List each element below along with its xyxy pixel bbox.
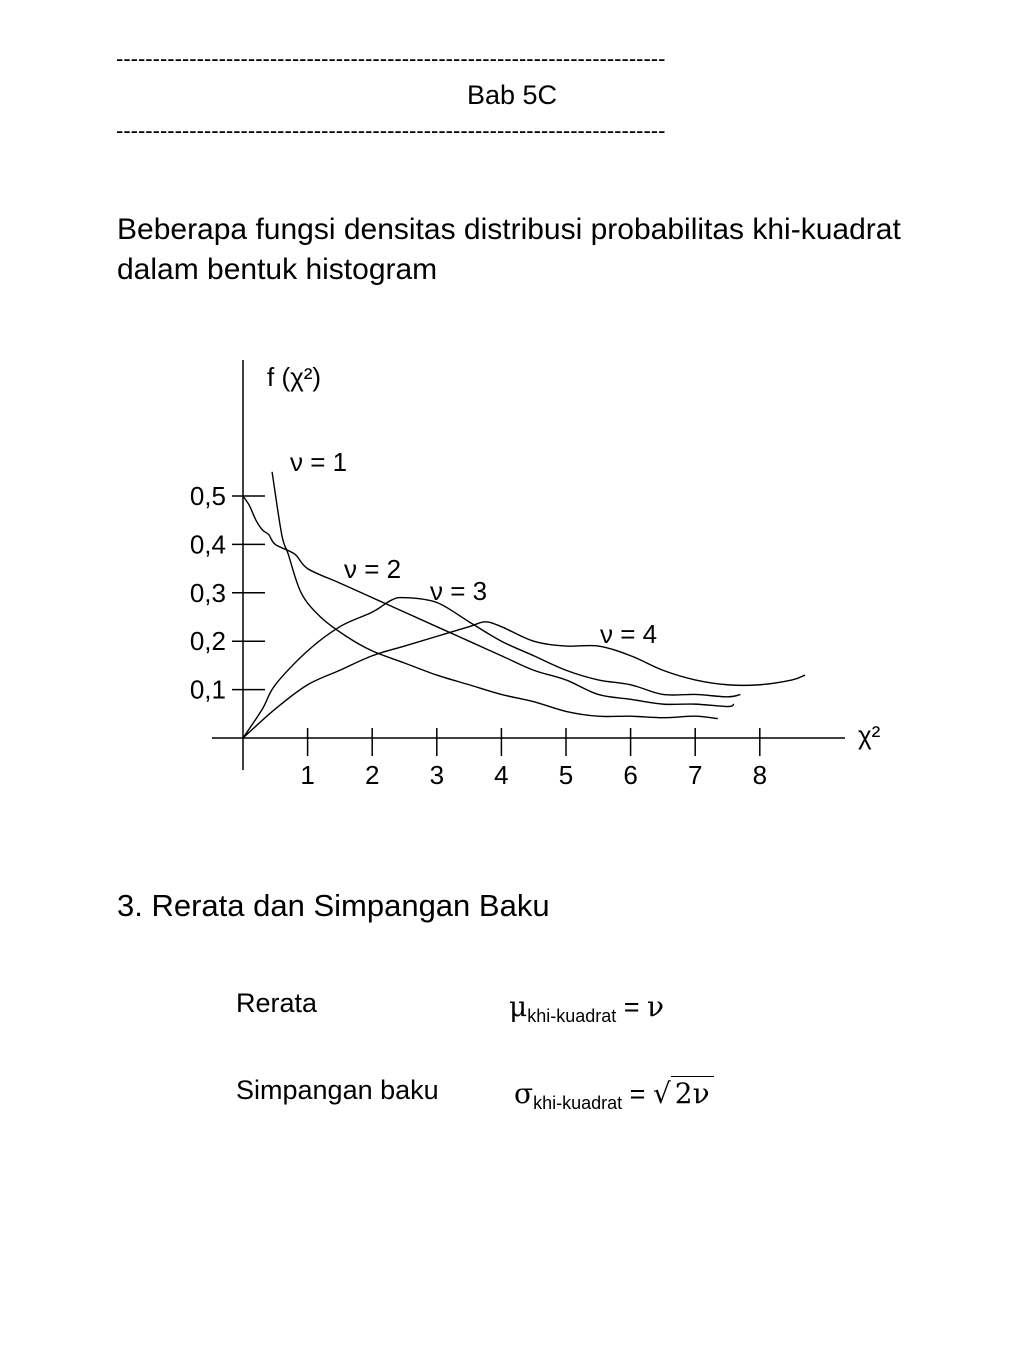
- x-tick-label: 1: [300, 760, 315, 790]
- x-tick-label: 2: [364, 760, 380, 790]
- y-tick-label: 0,3: [189, 577, 226, 608]
- section-title: 3. Rerata dan Simpangan Baku: [117, 888, 550, 923]
- mu-symbol: μ: [509, 990, 528, 1023]
- rerata-subscript: khi-kuadrat: [527, 1006, 617, 1026]
- chart-axes: [212, 360, 845, 770]
- y-tick-label: 0,1: [189, 674, 226, 705]
- x-tick-label: 8: [752, 760, 768, 790]
- radical-icon: √: [652, 1077, 671, 1110]
- chi-square-chart: [0, 340, 1024, 800]
- x-tick-label: 3: [429, 760, 445, 790]
- series-line-2: [243, 496, 734, 707]
- header-rule-bottom: ---------------------------------------------------------------------------: [116, 118, 666, 143]
- x-axis-title: χ²: [858, 720, 881, 750]
- rerata-equals: =: [616, 992, 648, 1022]
- simpangan-value: 2ν: [671, 1076, 714, 1110]
- rerata-label: Rerata: [236, 988, 318, 1018]
- header-rule-top: ---------------------------------------------------------------------------: [116, 46, 666, 71]
- simpangan-label: Simpangan baku: [236, 1075, 439, 1105]
- chart-labels: [190, 362, 881, 790]
- x-tick-label: 4: [494, 760, 509, 790]
- chart-curves: [243, 472, 805, 738]
- series-label-1: ν = 1: [290, 447, 348, 477]
- simpangan-equals: =: [622, 1079, 653, 1109]
- y-tick-label: 0,5: [189, 481, 226, 511]
- x-tick-label: 5: [558, 760, 574, 790]
- series-line-3: [243, 598, 740, 738]
- series-label-2: ν = 2: [344, 554, 402, 584]
- series-line-4: [243, 622, 805, 738]
- rerata-value: ν: [647, 990, 665, 1023]
- y-tick-label: 0,2: [189, 626, 226, 657]
- y-tick-label: 0,4: [189, 529, 226, 560]
- page-title: Bab 5C: [466, 80, 558, 110]
- rerata-formula: [509, 990, 665, 1026]
- series-line-1: [272, 472, 718, 719]
- sigma-symbol: σ: [514, 1077, 534, 1110]
- intro-text: Beberapa fungsi densitas distribusi probabilitas khi-kuadrat dalam bentuk histogram: [117, 213, 901, 286]
- simpangan-subscript: khi-kuadrat: [533, 1093, 623, 1113]
- simpangan-formula: [514, 1077, 714, 1113]
- x-tick-label: 7: [687, 760, 703, 790]
- x-tick-label: 6: [623, 760, 638, 790]
- series-label-3: ν = 3: [430, 576, 488, 606]
- y-axis-title: f (χ²): [267, 362, 322, 392]
- series-label-4: ν = 4: [600, 619, 658, 649]
